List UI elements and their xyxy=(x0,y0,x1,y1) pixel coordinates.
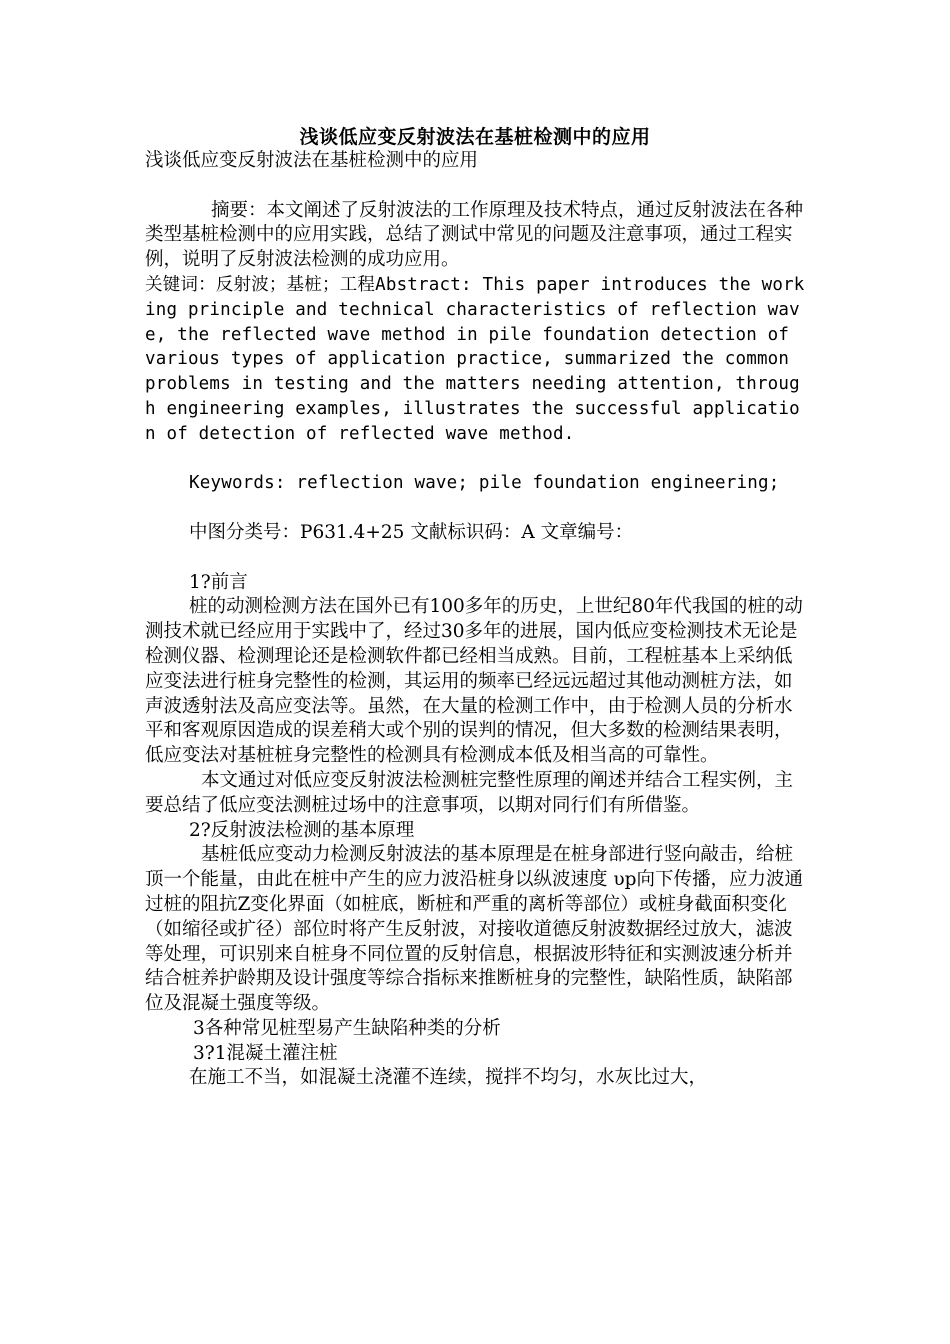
section-3-heading: 3各种常见桩型易产生缺陷种类的分析 xyxy=(193,1017,501,1039)
section-1-heading: 1?前言 xyxy=(189,571,248,593)
spacer xyxy=(145,546,805,571)
document-subtitle: 浅谈低应变反射波法在基桩检测中的应用 xyxy=(145,150,479,171)
document-title: 浅谈低应变反射波法在基桩检测中的应用 xyxy=(299,126,651,148)
keywords-english: Keywords: reflection wave; pile foundation engineering; xyxy=(189,473,780,494)
classification-line: 中图分类号：P631.4+25 文献标识码：A 文章编号： xyxy=(189,521,634,543)
section-2-paragraph-1: 基桩低应变动力检测反射波法的基本原理是在桩身部进行竖向敲击，给桩顶一个能量，由此在桩中产生的应力波沿桩身以纵波速度 υp向下传播，应力波通过桩的阻抗Z变化界面（如桩底，断桩和严重的离析等部位）或桩身截面积变化（如缩径或扩径）部位时将产生反射波，对接收道德反射波数据经过放大，滤波等处理，可识别来自桩身不同位置的反射信息，根据波形特征和实测波速分析并结合桩养护龄期及设计强度等综合指标来推断桩身的完整性，缺陷性质，缺陷部位及混凝土强度等级。 xyxy=(145,844,803,1015)
section-1-paragraph-1: 桩的动测检测方法在国外已有100多年的历史，上世纪80年代我国的桩的动测技术就已经应用于实践中了，经过30多年的进展，国内低应变检测技术无论是检测仪器、检测理论还是检测软件都已经相当成熟。目前，工程桩基本上采纳低应变法进行桩身完整性的检测，其运用的频率已经远远超过其他动测桩方法，如声波透射法及高应变法等。虽然，在大量的检测工作中，由于检测人员的分析水平和客观原因造成的误差稍大或个别的误判的情况，但大多数的检测结果表明，低应变法对基桩桩身完整性的检测具有检测成本低及相当高的可靠性。 xyxy=(145,596,803,767)
keywords-and-abstract-english xyxy=(145,273,805,447)
section-3-1-heading: 3?1混凝土灌注桩 xyxy=(193,1042,338,1064)
document-body xyxy=(145,149,805,1091)
section-2-heading: 2?反射波法检测的基本原理 xyxy=(189,819,415,841)
section-1-paragraph-2: 本文通过对低应变反射波法检测桩完整性原理的阐述并结合工程实例，主要总结了低应变法测桩过场中的注意事项，以期对同行们有所借鉴。 xyxy=(145,769,794,816)
keywords-abstract-text: 关键词：反射波；基桩；工程Abstract: This paper introduces the working principle and technical characteristics of reflection wave, the reflected wave method in pile foundation detection of various types of application practice, summarized the common problems in testing and the matters needing attention, through engineering examples, illustrates the successful application of detection of reflected wave method. xyxy=(145,274,805,444)
spacer xyxy=(145,496,805,521)
spacer xyxy=(145,174,805,199)
abstract-chinese: 摘要：本文阐述了反射波法的工作原理及技术特点，通过反射波法在各种类型基桩检测中的应用实践，总结了测试中常见的问题及注意事项，通过工程实例，说明了反射波法检测的成功应用。 xyxy=(145,199,804,271)
section-3-1-paragraph-1: 在施工不当，如混凝土浇灌不连续，搅拌不均匀，水灰比过大， xyxy=(189,1067,708,1089)
spacer xyxy=(145,447,805,472)
